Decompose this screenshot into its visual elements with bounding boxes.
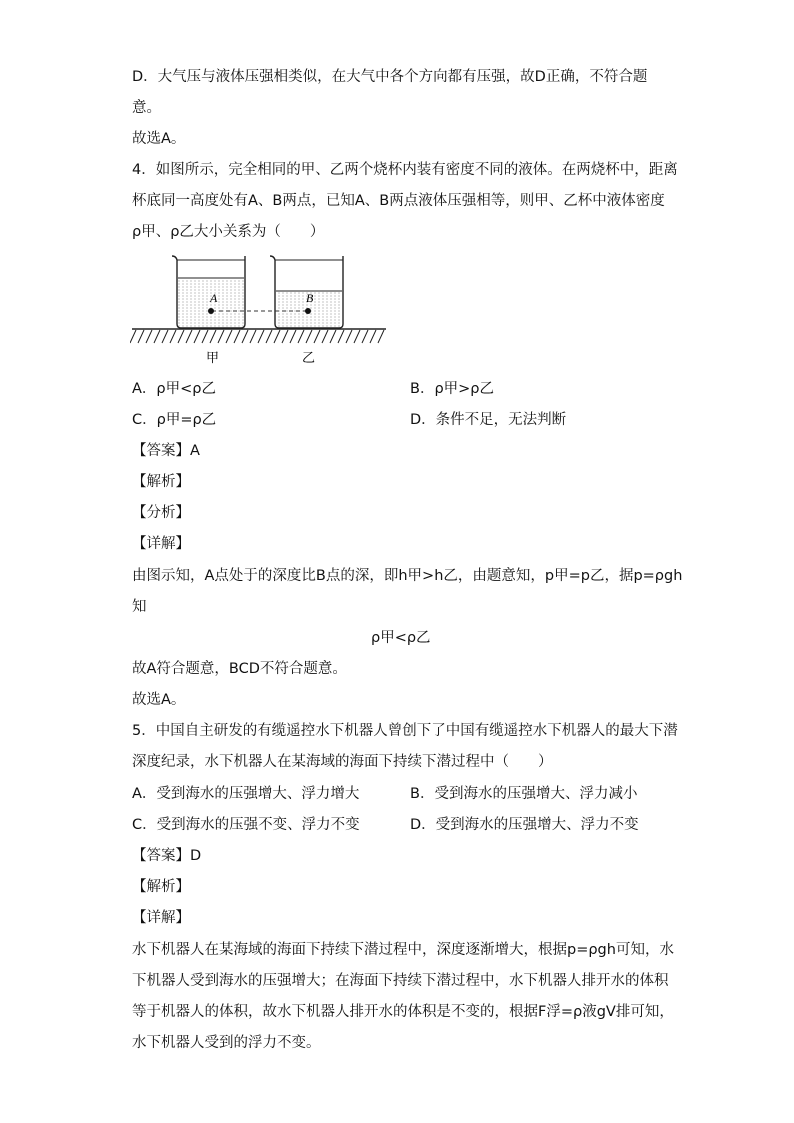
option-b: B．ρ甲>ρ乙 xyxy=(410,381,495,397)
question-4-stem: 4．如图所示，完全相同的甲、乙两个烧杯内装有密度不同的液体。在两烧杯中，距离 xyxy=(132,162,678,178)
point-b-dot xyxy=(305,308,311,314)
text-line: D．大气压与液体压强相类似，在大气中各个方向都有压强，故D正确，不符合题 xyxy=(132,69,648,85)
beaker-jia-label: 甲 xyxy=(206,351,220,366)
explanation-line: 水下机器人受到的浮力不变。 xyxy=(132,1035,321,1051)
option-c: C．受到海水的压强不变、浮力不变 xyxy=(132,817,360,833)
option-b: B．受到海水的压强增大、浮力减小 xyxy=(410,786,638,802)
point-a-label: A xyxy=(210,291,218,305)
explanation-line: 水下机器人在某海域的海面下持续下潜过程中，深度逐渐增大，根据p=ρgh可知，水 xyxy=(132,942,674,958)
point-b-label: B xyxy=(306,291,314,305)
section-label: 【解析】 xyxy=(132,879,190,895)
section-label: 【解析】 xyxy=(132,474,190,490)
explanation-line: 由图示知，A点处于的深度比B点的深，即h甲>h乙，由题意知，p甲=p乙，据p=ρgh xyxy=(132,568,683,584)
option-d: D．受到海水的压强增大、浮力不变 xyxy=(410,817,639,833)
section-label: 【详解】 xyxy=(132,536,190,552)
question-4-stem: 杯底同一高度处有A、B两点，已知A、B两点液体压强相等，则甲、乙杯中液体密度 xyxy=(132,193,665,209)
explanation-line: 下机器人受到海水的压强增大；在海面下持续下潜过程中，水下机器人排开水的体积 xyxy=(132,973,669,989)
formula: ρ甲<ρ乙 xyxy=(371,630,431,646)
question-5-stem: 深度纪录，水下机器人在某海域的海面下持续下潜过程中（ ） xyxy=(132,754,553,770)
section-label: 【分析】 xyxy=(132,505,190,521)
beaker-jia xyxy=(172,256,245,328)
option-d: D．条件不足，无法判断 xyxy=(410,412,567,428)
question-4-stem: ρ甲、ρ乙大小关系为（ ） xyxy=(132,224,325,240)
explanation-line: 等于机器人的体积，故水下机器人排开水的体积是不变的，根据F浮=ρ液gV排可知， xyxy=(132,1004,674,1020)
option-a: A．ρ甲<ρ乙 xyxy=(132,381,216,397)
question-5-stem: 5．中国自主研发的有缆遥控水下机器人曾创下了中国有缆遥控水下机器人的最大下潜 xyxy=(132,723,678,739)
option-c: C．ρ甲=ρ乙 xyxy=(132,412,217,428)
explanation-line: 故选A。 xyxy=(132,692,186,708)
beaker-diagram xyxy=(130,250,392,368)
text-line: 故选A。 xyxy=(132,131,186,147)
answer-label: 【答案】A xyxy=(132,443,200,459)
point-a-dot xyxy=(208,308,214,314)
text-line: 意。 xyxy=(132,100,161,116)
explanation-line: 故A符合题意，BCD不符合题意。 xyxy=(132,661,347,677)
ground-hatching xyxy=(130,329,386,343)
answer-label: 【答案】D xyxy=(132,848,202,864)
beaker-yi-label: 乙 xyxy=(302,351,316,366)
explanation-line: 知 xyxy=(132,599,147,615)
section-label: 【详解】 xyxy=(132,910,190,926)
option-a: A．受到海水的压强增大、浮力增大 xyxy=(132,786,360,802)
